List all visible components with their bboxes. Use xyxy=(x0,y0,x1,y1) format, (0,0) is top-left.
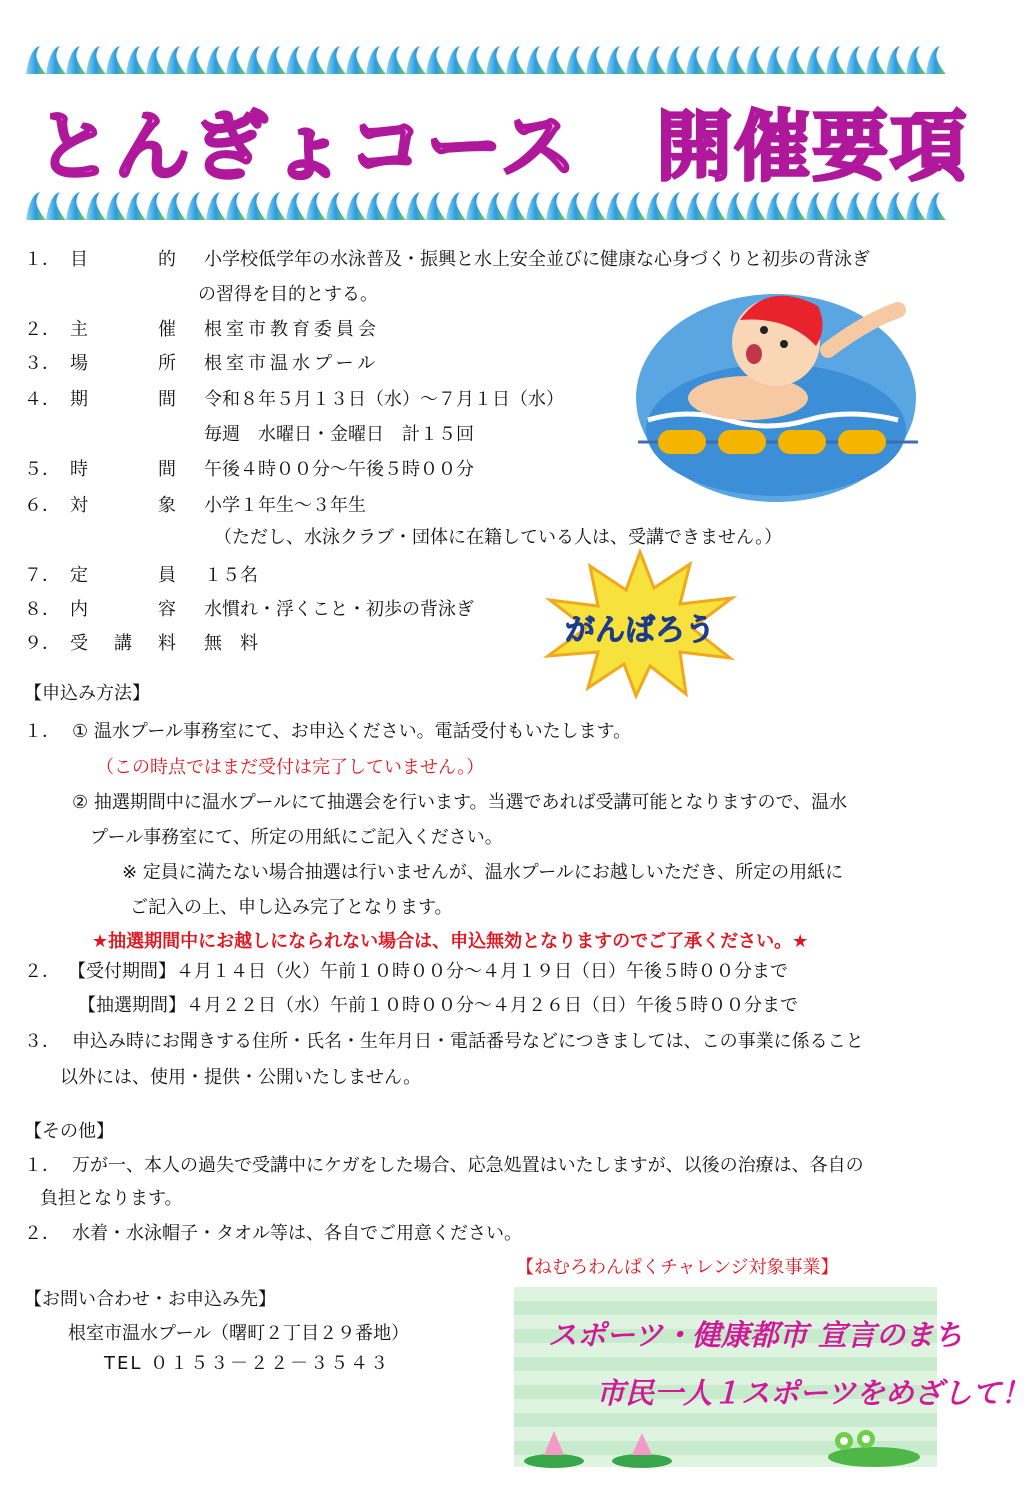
wave-shape xyxy=(346,192,366,220)
wave-shape xyxy=(386,46,406,74)
wave-shape xyxy=(806,46,826,74)
wave-shape xyxy=(246,192,266,220)
other-heading: 【その他】 xyxy=(24,1121,114,1142)
ganbarou-badge xyxy=(540,548,740,698)
wave-border-bottom xyxy=(26,186,946,224)
apply-num-2: ２． xyxy=(24,961,60,982)
item-label xyxy=(70,564,176,588)
wave-shape xyxy=(126,192,146,220)
wave-shape xyxy=(226,192,246,220)
wave-shape xyxy=(506,192,526,220)
wave-shape xyxy=(186,46,206,74)
wave-shape xyxy=(546,46,566,74)
wave-shape xyxy=(206,46,226,74)
item-number: ２． xyxy=(24,319,60,340)
wave-shape xyxy=(826,192,846,220)
wave-shape xyxy=(166,192,186,220)
wave-shape xyxy=(286,192,306,220)
wave-shape xyxy=(406,46,426,74)
wave-shape xyxy=(926,46,946,74)
apply-step-2-cont: プール事務室にて、所定の用紙にご記入ください。 xyxy=(90,827,503,848)
wave-shape xyxy=(526,46,546,74)
wave-shape xyxy=(466,192,486,220)
wave-shape xyxy=(786,46,806,74)
wave-shape xyxy=(146,192,166,220)
wave-shape xyxy=(446,192,466,220)
apply-step-2: ② 抽選期間中に温水プールにて抽選会を行います。当選であれば受講可能となりますので、温水 xyxy=(72,792,848,813)
wave-shape xyxy=(406,192,426,220)
wave-shape xyxy=(86,46,106,74)
item-label-char: 目 xyxy=(70,249,88,270)
reception-period: 【受付期間】４月１４日（火）午前１０時００分～４月１９日（日）午後５時００分まで xyxy=(68,961,788,982)
item-number: １． xyxy=(24,249,60,270)
item-text: 根室市温水プール xyxy=(204,353,380,374)
item-label-char: 主 xyxy=(70,319,88,340)
wave-shape xyxy=(266,46,286,74)
item-label-char: 間 xyxy=(158,459,176,480)
other-item-1: 万が一、本人の過失で受講中にケガをした場合、応急処置はいたしますが、以後の治療は、各自の xyxy=(72,1155,864,1176)
item-number: ３． xyxy=(24,353,60,374)
item-number: ５． xyxy=(24,459,60,480)
wave-shape xyxy=(746,192,766,220)
item-text: 根室市教育委員会 xyxy=(204,319,380,340)
wave-shape xyxy=(506,46,526,74)
wave-shape xyxy=(366,192,386,220)
item-text: 水慣れ・浮くこと・初歩の背泳ぎ xyxy=(204,599,474,620)
contact-heading: 【お問い合わせ・お申込み先】 xyxy=(24,1289,276,1310)
banner-line-1: スポーツ・健康都市 宣言のまち xyxy=(548,1318,963,1352)
wave-shape xyxy=(706,192,726,220)
apply-heading: 【申込み方法】 xyxy=(24,683,150,704)
wave-shape xyxy=(486,192,506,220)
wave-shape xyxy=(786,192,806,220)
wave-shape xyxy=(306,46,326,74)
wave-shape xyxy=(906,46,926,74)
wave-shape xyxy=(106,46,126,74)
wave-shape xyxy=(246,46,266,74)
wave-shape xyxy=(846,192,866,220)
item-label-char: 定 xyxy=(70,565,88,586)
other-item-2: 水着・水泳帽子・タオル等は、各自でご用意ください。 xyxy=(72,1223,522,1244)
apply-note: ※ 定員に満たない場合抽選は行いませんが、温水プールにお越しいただき、所定の用紙に xyxy=(122,862,844,883)
wave-shape xyxy=(846,46,866,74)
item-text: 小学校低学年の水泳普及・振興と水上安全並びに健康な心身づくりと初歩の背泳ぎ xyxy=(204,249,870,270)
apply-num-1: １． xyxy=(24,721,60,742)
other-item-1-cont: 負担となります。 xyxy=(40,1188,183,1209)
wave-shape xyxy=(46,192,66,220)
wave-shape xyxy=(886,192,906,220)
wave-shape xyxy=(566,46,586,74)
wave-shape xyxy=(526,192,546,220)
lottery-period: 【抽選期間】４月２２日（水）午前１０時００分～４月２６日（日）午後５時００分まで xyxy=(78,995,798,1016)
item-label-char: 象 xyxy=(158,495,176,516)
item-label-char: 料 xyxy=(158,633,176,654)
item-label xyxy=(70,318,176,342)
other-num-2: ２． xyxy=(24,1223,60,1244)
wave-shape xyxy=(126,46,146,74)
wave-shape xyxy=(86,192,106,220)
lotus-decoration xyxy=(514,1417,937,1467)
item-label xyxy=(70,352,176,376)
item-text-cont: （ただし、水泳クラブ・団体に在籍している人は、受講できません。） xyxy=(214,527,783,548)
wave-shape xyxy=(726,46,746,74)
challenge-label: 【ねむろわんぱくチャレンジ対象事業】 xyxy=(516,1257,839,1278)
wave-shape xyxy=(586,46,606,74)
wave-shape xyxy=(626,46,646,74)
wave-shape xyxy=(426,46,446,74)
wave-shape xyxy=(326,46,346,74)
item-text: 小学１年生～３年生 xyxy=(204,495,366,516)
item-label-char: 内 xyxy=(70,599,88,620)
wave-shape xyxy=(686,192,706,220)
banner-line-2: 市民一人１スポーツをめざして！ xyxy=(596,1376,1030,1410)
wave-shape xyxy=(366,46,386,74)
item-number: ６． xyxy=(24,495,60,516)
contact-tel: TEL ０１５３－２２－３５４３ xyxy=(104,1353,391,1374)
wave-shape xyxy=(906,192,926,220)
wave-shape xyxy=(146,46,166,74)
item-number: ４． xyxy=(24,389,60,410)
item-number: ９． xyxy=(24,633,60,654)
wave-shape xyxy=(866,192,886,220)
apply-note-cont: ご記入の上、申し込み完了となります。 xyxy=(130,897,453,918)
apply-num-3: ３． xyxy=(24,1031,60,1052)
item-label-char: 員 xyxy=(158,565,176,586)
wave-shape xyxy=(726,192,746,220)
item-label-char: 対 xyxy=(70,495,88,516)
privacy-note: 申込み時にお聞きする住所・氏名・生年月日・電話番号などにつきましては、この事業に係ること xyxy=(72,1031,864,1052)
wave-border-top xyxy=(26,40,946,78)
item-text: 無 料 xyxy=(204,633,258,654)
wave-shape xyxy=(306,192,326,220)
item-label-char: 催 xyxy=(158,319,176,340)
wave-shape xyxy=(706,46,726,74)
wave-shape xyxy=(606,46,626,74)
sports-city-banner xyxy=(514,1287,1030,1467)
item-text: 午後４時００分～午後５時００分 xyxy=(204,459,474,480)
wave-shape xyxy=(866,46,886,74)
wave-shape xyxy=(626,192,646,220)
wave-shape xyxy=(286,46,306,74)
wave-shape xyxy=(646,192,666,220)
item-label xyxy=(70,388,176,412)
wave-shape xyxy=(266,192,286,220)
wave-shape xyxy=(806,192,826,220)
wave-shape xyxy=(826,46,846,74)
item-text: 令和８年５月１３日（水）～７月１日（水） xyxy=(204,389,564,410)
item-label-char: 期 xyxy=(70,389,88,410)
wave-shape xyxy=(166,46,186,74)
item-label-char: 的 xyxy=(158,249,176,270)
item-label xyxy=(70,458,176,482)
item-label xyxy=(70,248,176,272)
page-title: とんぎょコース 開催要項 xyxy=(36,102,969,191)
wave-shape xyxy=(186,192,206,220)
wave-shape xyxy=(746,46,766,74)
wave-shape xyxy=(226,46,246,74)
wave-shape xyxy=(426,192,446,220)
item-label-char: 場 xyxy=(70,353,88,374)
wave-shape xyxy=(106,192,126,220)
apply-step-1: ① 温水プール事務室にて、お申込ください。電話受付もいたします。 xyxy=(72,721,632,742)
item-label-char: 講 xyxy=(114,633,132,654)
item-text-cont: 毎週 水曜日・金曜日 計１５回 xyxy=(204,424,474,445)
item-label xyxy=(70,494,176,518)
item-label-char: 間 xyxy=(158,389,176,410)
other-num-1: １． xyxy=(24,1155,60,1176)
wave-shape xyxy=(566,192,586,220)
contact-place: 根室市温水プール（曙町２丁目２９番地） xyxy=(68,1323,410,1344)
item-label-char: 時 xyxy=(70,459,88,480)
wave-shape xyxy=(686,46,706,74)
wave-shape xyxy=(446,46,466,74)
wave-shape xyxy=(586,192,606,220)
wave-shape xyxy=(66,46,86,74)
wave-shape xyxy=(26,192,46,220)
wave-shape xyxy=(886,46,906,74)
item-text: １５名 xyxy=(204,565,258,586)
apply-warning: ★抽選期間中にお越しになられない場合は、申込無効となりますのでご了承ください。★ xyxy=(92,931,809,952)
wave-shape xyxy=(766,192,786,220)
wave-shape xyxy=(346,46,366,74)
badge-text: がんばろう xyxy=(565,613,715,648)
swimmer-illustration xyxy=(628,280,924,510)
wave-shape xyxy=(26,46,46,74)
item-label xyxy=(70,598,176,622)
item-label-char: 容 xyxy=(158,599,176,620)
item-label-char: 所 xyxy=(158,353,176,374)
wave-shape xyxy=(486,46,506,74)
item-label xyxy=(70,632,176,656)
item-text-cont: の習得を目的とする。 xyxy=(198,284,378,305)
wave-shape xyxy=(926,192,946,220)
wave-shape xyxy=(646,46,666,74)
wave-shape xyxy=(666,46,686,74)
wave-shape xyxy=(766,46,786,74)
item-number: ７． xyxy=(24,565,60,586)
item-number: ８． xyxy=(24,599,60,620)
wave-shape xyxy=(46,46,66,74)
privacy-note-cont: 以外には、使用・提供・公開いたしません。 xyxy=(60,1067,422,1088)
wave-shape xyxy=(326,192,346,220)
wave-shape xyxy=(466,46,486,74)
wave-shape xyxy=(66,192,86,220)
item-label-char: 受 xyxy=(70,633,88,654)
apply-step-1-note: （この時点ではまだ受付は完了していません。） xyxy=(96,757,485,778)
wave-shape xyxy=(546,192,566,220)
wave-shape xyxy=(206,192,226,220)
wave-shape xyxy=(386,192,406,220)
wave-shape xyxy=(666,192,686,220)
wave-shape xyxy=(606,192,626,220)
